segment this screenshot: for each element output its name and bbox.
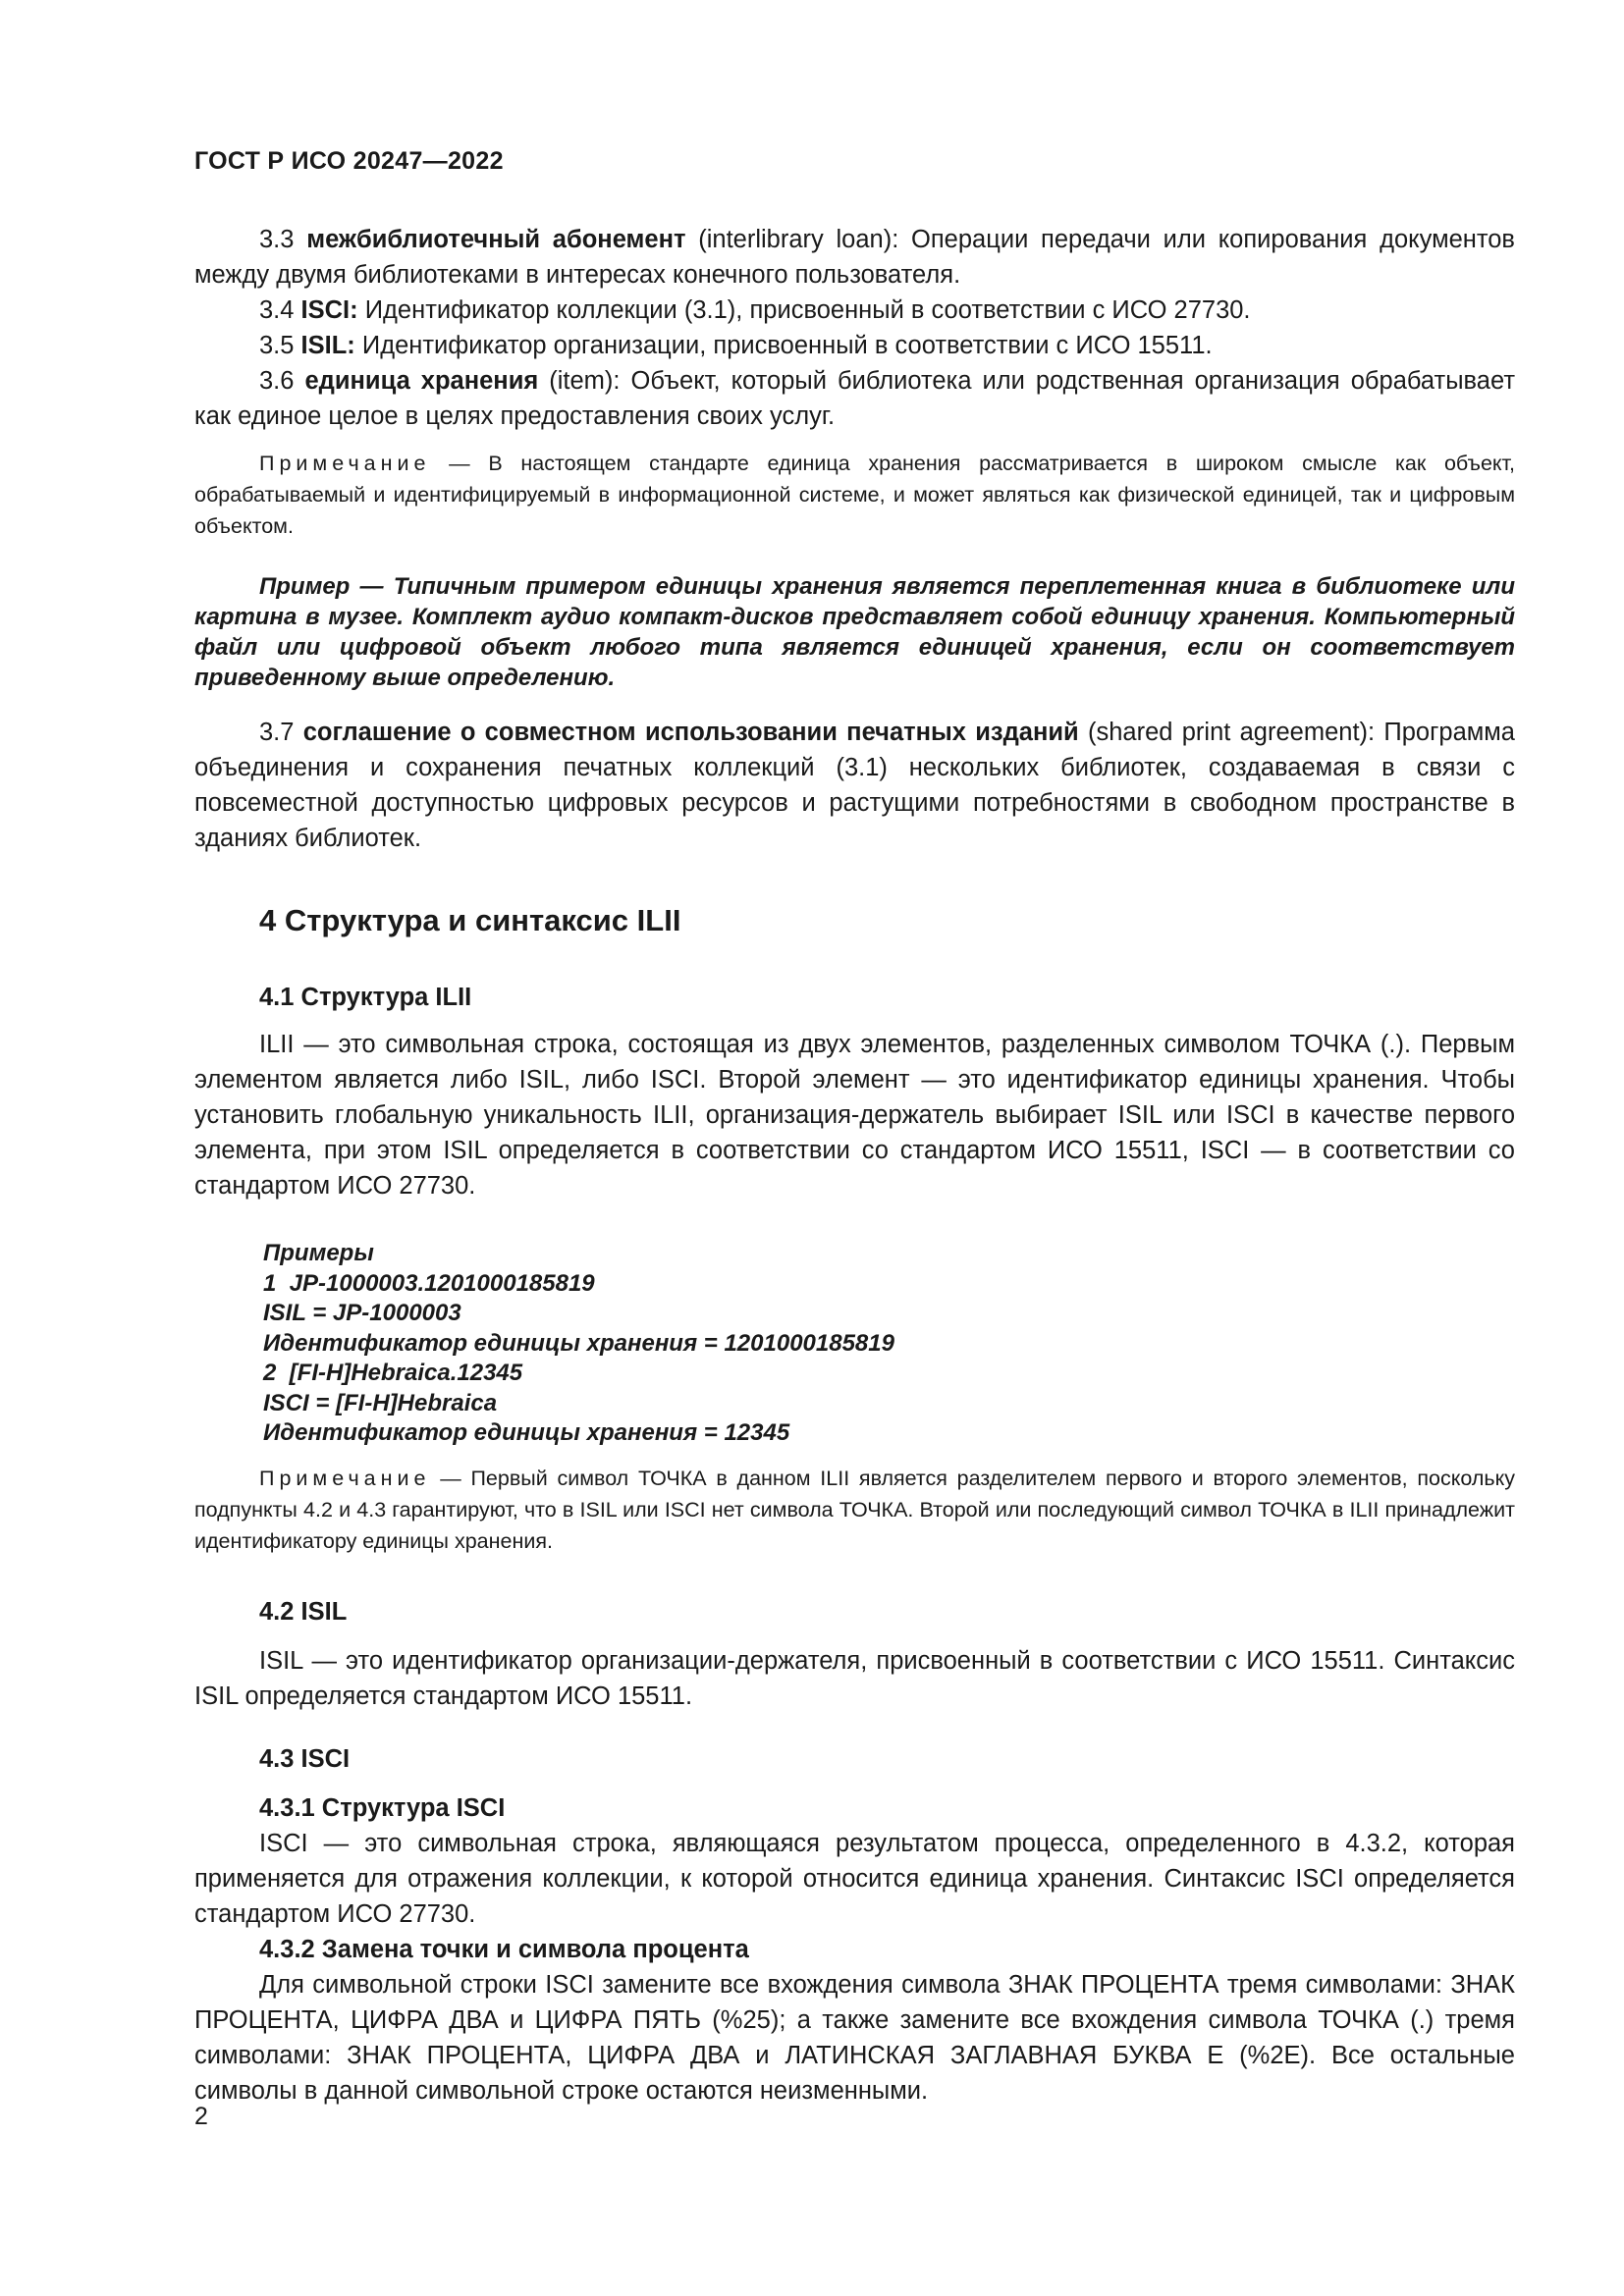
example-line: Идентификатор единицы хранения = 12345 [263,1419,790,1446]
example-line: ISCI = [FI-H]Hebraica [263,1389,498,1416]
example-item: Пример — Типичным примером единицы хранения является переплетенная книга в библиотеке или картина в музее. Комплект аудио компакт-дисков представляет собой единицу хранения. Компьютерный файл или цифровой объект любого типа является единицей хранения, если он соответствует приведенному выше определению. [194,573,1515,691]
section-4-3-2-text: Для символьной строки ISCI замените все вхождения символа ЗНАК ПРОЦЕНТА тремя символами: ЗНАК ПРОЦЕНТА, ЦИФРА ДВА и ЦИФРА ПЯТЬ (%25); а также замените все вхождения символа ТОЧКА (.) тремя символами: ЗНАК ПРОЦЕНТА, ЦИФРА ДВА и ЛАТИНСКАЯ ЗАГЛАВНАЯ БУКВА E (%2E). Все остальные символы в данной символьной строке остаются неизменными. [194,1970,1515,2105]
section-4-3-1-heading: 4.3.1 Структура ISCI [259,1793,506,1822]
definition-term: межбиблиотечный абонемент [306,226,686,253]
definition-3-5 [194,328,1515,363]
definition-number: 3.5 [259,332,295,359]
definition-number: 3.7 [259,719,295,746]
examples-list [194,1239,1515,1449]
example-line: ISIL = JP-1000003 [263,1300,461,1326]
definition-text: Идентификатор коллекции (3.1), присвоенный в соответствии с ИСО 27730. [357,296,1251,324]
definition-3-4 [194,293,1515,328]
definition-term: соглашение о совместном использовании печатных изданий [302,719,1079,746]
example-line: 2 [FI-H]Hebraica.12345 [263,1360,523,1386]
example-line: Идентификатор единицы хранения = 1201000185819 [263,1329,894,1357]
section-4-3-1-text: ISCI — это символьная строка, являющаяся результатом процесса, определенного в 4.3.2, которая применяется для отражения коллекции, к которой относится единица хранения. Синтаксис ISCI определяется стандартом ИСО 27730. [194,1829,1515,1928]
section-4-1-text: ILII — это символьная строка, состоящая из двух элементов, разделенных символом ТОЧКА (.). Первым элементом является либо ISIL, либо ISCI. Второй элемент — это идентификатор единицы хранения. Чтобы установить глобальную уникальность ILII, организация-держатель выбирает ISIL или ISCI в качестве первого элемента, при этом ISIL определяется в соответствии со стандартом ИСО 15511, ISCI — в соответствии со стандартом ИСО 27730. [194,1031,1515,1200]
section-4-1-heading: 4.1 Структура ILII [259,984,472,1011]
section-4-3-heading: 4.3 ISCI [259,1744,351,1773]
definition-term: ISIL: [300,332,355,359]
definition-text: (interlibrary loan): Операции передачи или копирования документов между двумя библиотеками в интересах конечного пользователя. [194,226,1515,289]
definition-3-7 [194,715,1515,856]
definition-text: (item): Объект, который библиотека или родственная организация обрабатывает как единое целое в целях предоставления своих услуг. [194,367,1515,430]
page-number: 2 [194,2103,208,2130]
definition-text: Идентификатор организации, присвоенный в соответствии с ИСО 15511. [354,332,1213,359]
definition-term: ISCI: [300,296,358,324]
example-line: 1 JP-1000003.1201000185819 [263,1269,595,1297]
note-item [194,448,1515,542]
definition-text: (shared print agreement): Программа объединения и сохранения печатных коллекций (3.1) нескольких библиотек, создаваемая в связи с повсеместной доступностью цифровых ресурсов и растущими потребностями в свободном пространстве в зданиях библиотек. [194,719,1515,852]
definition-term: единица хранения [304,367,539,395]
definition-number: 3.6 [259,367,295,395]
note-text: — В настоящем стандарте единица хранения рассматривается в широком смысле как объект, обрабатываемый и идентифицируемый в информационной системе, и может являться как физической единицей, так и цифровым объектом. [194,452,1515,538]
section-4-heading: 4 Структура и синтаксис ILII [259,903,681,937]
note-text: — Первый символ ТОЧКА в данном ILII является разделителем первого и второго элементов, поскольку подпункты 4.2 и 4.3 гарантируют, что в ISIL или ISCI нет символа ТОЧКА. Второй или последующий символ ТОЧКА в ILII принадлежит идентификатору единицы хранения. [194,1466,1515,1553]
note-label: Примечание [259,1466,431,1490]
section-4-2-heading: 4.2 ISIL [259,1597,348,1626]
document-header: ГОСТ Р ИСО 20247—2022 [194,147,504,175]
examples-title: Примеры [263,1240,374,1266]
document-body [194,222,1515,2109]
note-label: Примечание [259,452,431,475]
section-4-2-text: ISIL — это идентификатор организации-держателя, присвоенный в соответствии с ИСО 15511. Синтаксис ISIL определяется стандартом ИСО 15511. [194,1646,1515,1710]
note-item [194,1463,1515,1557]
section-4-3-2-heading: 4.3.2 Замена точки и символа процента [259,1935,749,1963]
definition-3-6 [194,363,1515,434]
definition-number: 3.3 [259,226,295,253]
definition-number: 3.4 [259,296,295,324]
definition-3-3 [194,222,1515,293]
